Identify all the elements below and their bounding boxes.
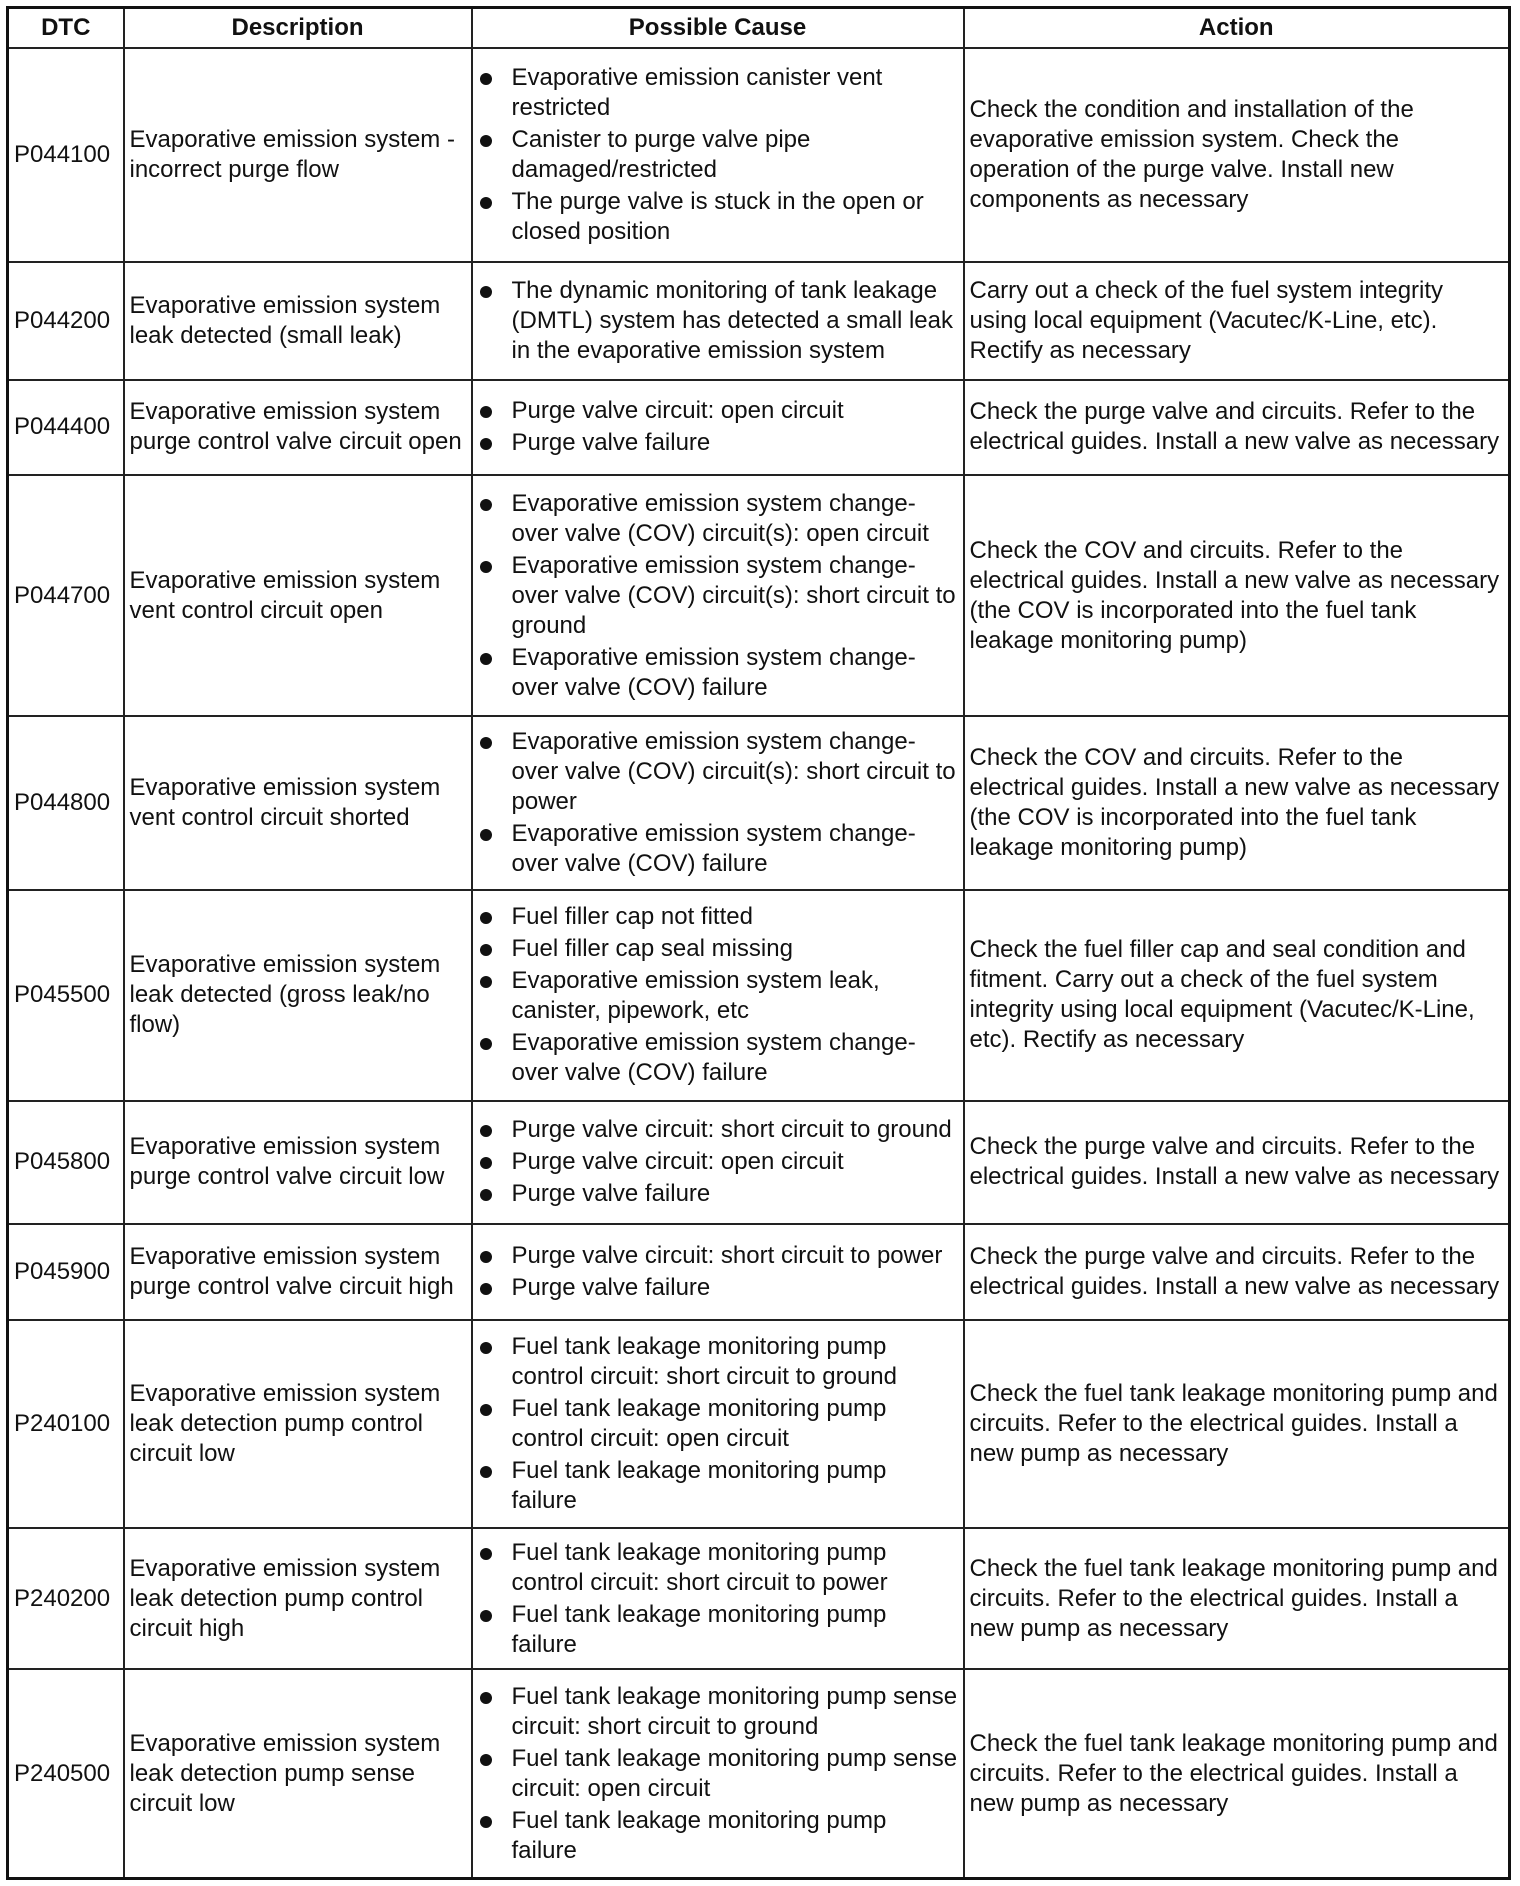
possible-cause-item: Purge valve circuit: open circuit — [478, 1147, 958, 1177]
dtc-description: Evaporative emission system purge control valve circuit low — [124, 1101, 472, 1225]
header-description: Description — [124, 8, 472, 48]
possible-cause-list — [478, 1538, 958, 1660]
possible-cause-item: Evaporative emission system change-over valve (COV) circuit(s): short circuit to ground — [478, 551, 958, 641]
dtc-description: Evaporative emission system vent control circuit open — [124, 475, 472, 716]
possible-cause-item: Fuel tank leakage monitoring pump control circuit: short circuit to ground — [478, 1332, 958, 1392]
dtc-code: P044100 — [8, 48, 124, 263]
dtc-description: Evaporative emission system leak detection pump sense circuit low — [124, 1669, 472, 1878]
table-row — [8, 380, 1510, 476]
possible-cause-cell — [472, 48, 964, 263]
possible-cause-list — [478, 63, 958, 247]
dtc-code: P240500 — [8, 1669, 124, 1878]
table-row — [8, 890, 1510, 1101]
possible-cause-item: Canister to purge valve pipe damaged/restricted — [478, 125, 958, 185]
possible-cause-item: Purge valve failure — [478, 1273, 958, 1303]
possible-cause-item: Purge valve circuit: short circuit to power — [478, 1241, 958, 1271]
dtc-description: Evaporative emission system leak detected (small leak) — [124, 262, 472, 379]
table-row — [8, 1528, 1510, 1669]
dtc-code: P044400 — [8, 380, 124, 476]
dtc-action: Check the purge valve and circuits. Refer to the electrical guides. Install a new valve as necessary — [964, 380, 1510, 476]
possible-cause-item: Fuel tank leakage monitoring pump failure — [478, 1456, 958, 1516]
possible-cause-item: Fuel filler cap seal missing — [478, 934, 958, 964]
possible-cause-list — [478, 1682, 958, 1866]
dtc-code: P045900 — [8, 1224, 124, 1320]
possible-cause-cell — [472, 475, 964, 716]
possible-cause-item: Fuel tank leakage monitoring pump control circuit: short circuit to power — [478, 1538, 958, 1598]
possible-cause-cell — [472, 1320, 964, 1528]
dtc-code: P044700 — [8, 475, 124, 716]
table-row — [8, 716, 1510, 890]
dtc-action: Check the fuel tank leakage monitoring pump and circuits. Refer to the electrical guides. Install a new pump as necessary — [964, 1528, 1510, 1669]
table-body — [8, 48, 1510, 1879]
possible-cause-cell — [472, 1224, 964, 1320]
possible-cause-list — [478, 1241, 958, 1303]
dtc-code: P045800 — [8, 1101, 124, 1225]
possible-cause-cell — [472, 1528, 964, 1669]
dtc-description: Evaporative emission system leak detection pump control circuit low — [124, 1320, 472, 1528]
dtc-action: Check the fuel filler cap and seal condition and fitment. Carry out a check of the fuel system integrity using local equipment (Vacutec/K-Line, etc). Rectify as necessary — [964, 890, 1510, 1101]
possible-cause-list — [478, 727, 958, 879]
header-row — [8, 8, 1510, 48]
table-row — [8, 1669, 1510, 1878]
possible-cause-item: Fuel tank leakage monitoring pump failure — [478, 1600, 958, 1660]
dtc-code: P240100 — [8, 1320, 124, 1528]
possible-cause-item: Purge valve failure — [478, 428, 958, 458]
possible-cause-cell — [472, 380, 964, 476]
possible-cause-item: Evaporative emission system leak, canister, pipework, etc — [478, 966, 958, 1026]
table-row — [8, 475, 1510, 716]
possible-cause-list — [478, 276, 958, 366]
dtc-description: Evaporative emission system leak detected (gross leak/no flow) — [124, 890, 472, 1101]
dtc-code: P045500 — [8, 890, 124, 1101]
dtc-table — [6, 6, 1511, 1880]
possible-cause-item: Fuel tank leakage monitoring pump sense circuit: short circuit to ground — [478, 1682, 958, 1742]
possible-cause-item: Fuel filler cap not fitted — [478, 902, 958, 932]
possible-cause-item: Evaporative emission system change-over valve (COV) failure — [478, 643, 958, 703]
dtc-code: P044800 — [8, 716, 124, 890]
possible-cause-item: Purge valve circuit: short circuit to ground — [478, 1115, 958, 1145]
possible-cause-item: Evaporative emission system change-over valve (COV) circuit(s): short circuit to power — [478, 727, 958, 817]
possible-cause-item: Purge valve circuit: open circuit — [478, 396, 958, 426]
possible-cause-list — [478, 489, 958, 703]
possible-cause-item: Fuel tank leakage monitoring pump control circuit: open circuit — [478, 1394, 958, 1454]
possible-cause-item: Evaporative emission system change-over valve (COV) circuit(s): open circuit — [478, 489, 958, 549]
possible-cause-item: Purge valve failure — [478, 1179, 958, 1209]
table-row — [8, 1320, 1510, 1528]
possible-cause-cell — [472, 890, 964, 1101]
possible-cause-cell — [472, 262, 964, 379]
dtc-description: Evaporative emission system purge control valve circuit open — [124, 380, 472, 476]
possible-cause-item: Evaporative emission system change-over valve (COV) failure — [478, 1028, 958, 1088]
dtc-code: P240200 — [8, 1528, 124, 1669]
dtc-code: P044200 — [8, 262, 124, 379]
dtc-action: Check the condition and installation of the evaporative emission system. Check the operation of the purge valve. Install new components as necessary — [964, 48, 1510, 263]
possible-cause-list — [478, 1332, 958, 1516]
possible-cause-item: The dynamic monitoring of tank leakage (DMTL) system has detected a small leak in the evaporative emission system — [478, 276, 958, 366]
table-row — [8, 1224, 1510, 1320]
possible-cause-cell — [472, 716, 964, 890]
possible-cause-list — [478, 396, 958, 458]
header-action: Action — [964, 8, 1510, 48]
table-row — [8, 262, 1510, 379]
dtc-action: Check the fuel tank leakage monitoring pump and circuits. Refer to the electrical guides. Install a new pump as necessary — [964, 1320, 1510, 1528]
possible-cause-item: Evaporative emission system change-over valve (COV) failure — [478, 819, 958, 879]
possible-cause-item: Fuel tank leakage monitoring pump sense circuit: open circuit — [478, 1744, 958, 1804]
possible-cause-item: Fuel tank leakage monitoring pump failure — [478, 1806, 958, 1866]
dtc-action: Check the COV and circuits. Refer to the electrical guides. Install a new valve as necessary (the COV is incorporated into the fuel tank leakage monitoring pump) — [964, 475, 1510, 716]
table-row — [8, 1101, 1510, 1225]
possible-cause-cell — [472, 1669, 964, 1878]
dtc-description: Evaporative emission system purge control valve circuit high — [124, 1224, 472, 1320]
dtc-action: Check the COV and circuits. Refer to the electrical guides. Install a new valve as necessary (the COV is incorporated into the fuel tank leakage monitoring pump) — [964, 716, 1510, 890]
dtc-action: Check the purge valve and circuits. Refer to the electrical guides. Install a new valve as necessary — [964, 1224, 1510, 1320]
dtc-action: Carry out a check of the fuel system integrity using local equipment (Vacutec/K-Line, etc). Rectify as necessary — [964, 262, 1510, 379]
dtc-description: Evaporative emission system - incorrect purge flow — [124, 48, 472, 263]
dtc-action: Check the fuel tank leakage monitoring pump and circuits. Refer to the electrical guides. Install a new pump as necessary — [964, 1669, 1510, 1878]
header-possible-cause: Possible Cause — [472, 8, 964, 48]
table-row — [8, 48, 1510, 263]
dtc-action: Check the purge valve and circuits. Refer to the electrical guides. Install a new valve as necessary — [964, 1101, 1510, 1225]
dtc-description: Evaporative emission system leak detection pump control circuit high — [124, 1528, 472, 1669]
possible-cause-item: Evaporative emission canister vent restricted — [478, 63, 958, 123]
possible-cause-list — [478, 1115, 958, 1209]
dtc-description: Evaporative emission system vent control circuit shorted — [124, 716, 472, 890]
possible-cause-list — [478, 902, 958, 1088]
possible-cause-cell — [472, 1101, 964, 1225]
possible-cause-item: The purge valve is stuck in the open or closed position — [478, 187, 958, 247]
header-dtc: DTC — [8, 8, 124, 48]
